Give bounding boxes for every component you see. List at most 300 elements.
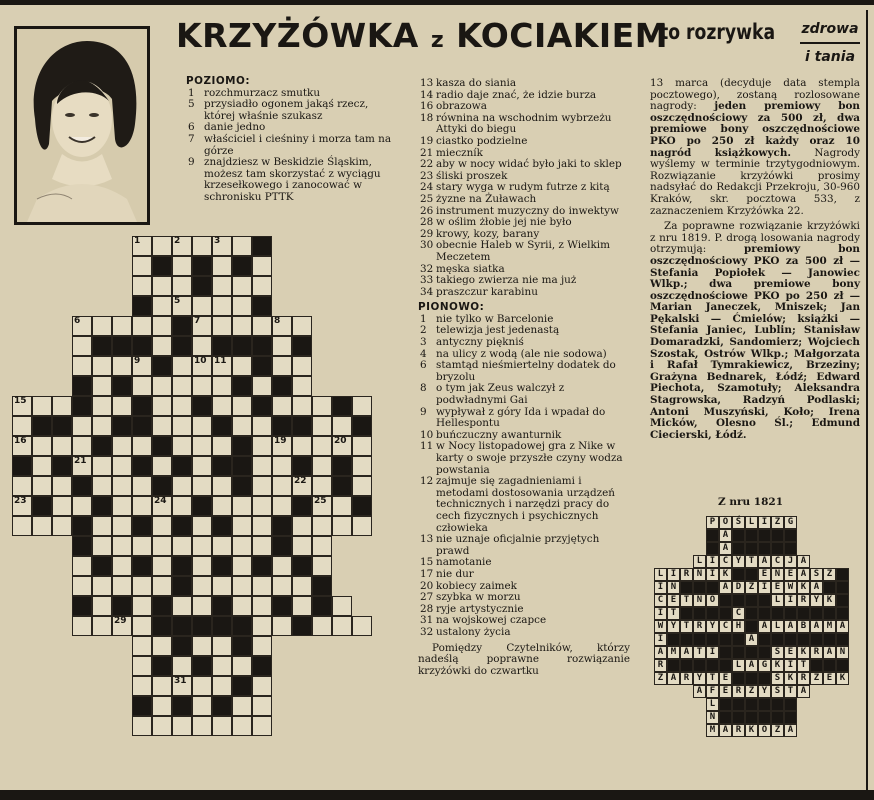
crossword-cell[interactable]	[212, 716, 232, 736]
crossword-cell[interactable]	[132, 596, 152, 616]
solution-cell: E	[771, 581, 784, 594]
crossword-cell[interactable]	[192, 516, 212, 536]
crossword-cell[interactable]	[332, 596, 352, 616]
solution-cell: Z	[654, 672, 667, 685]
crossword-cell[interactable]	[152, 376, 172, 396]
crossword-cell[interactable]	[192, 436, 212, 456]
black-cell	[272, 416, 292, 436]
crossword-cell[interactable]	[172, 676, 192, 696]
crossword-cell[interactable]	[332, 516, 352, 536]
black-cell	[312, 576, 332, 596]
crossword-cell[interactable]	[172, 496, 192, 516]
crossword-cell[interactable]	[352, 616, 372, 636]
crossword-cell[interactable]	[232, 316, 252, 336]
subtitle-tania: i tania	[804, 49, 856, 65]
crossword-cell[interactable]	[132, 376, 152, 396]
solution-cell: I	[706, 646, 719, 659]
crossword-cell[interactable]	[292, 596, 312, 616]
crossword-cell[interactable]	[212, 256, 232, 276]
crossword-cell[interactable]	[332, 616, 352, 636]
crossword-cell[interactable]	[132, 236, 152, 256]
crossword-cell[interactable]	[112, 556, 132, 576]
crossword-cell[interactable]	[212, 356, 232, 376]
crossword-cell[interactable]	[192, 236, 212, 256]
black-cell	[132, 696, 152, 716]
crossword-cell[interactable]	[272, 436, 292, 456]
solution-cell: F	[706, 685, 719, 698]
crossword-cell[interactable]	[52, 436, 72, 456]
crossword-cell[interactable]	[112, 396, 132, 416]
crossword-cell[interactable]	[192, 676, 212, 696]
crossword-cell[interactable]	[312, 456, 332, 476]
crossword-cell[interactable]	[92, 516, 112, 536]
prize-paragraph-1	[650, 78, 860, 217]
crossword-cell[interactable]	[152, 516, 172, 536]
crossword-cell[interactable]	[212, 276, 232, 296]
crossword-cell[interactable]	[292, 376, 312, 396]
crossword-cell[interactable]	[212, 496, 232, 516]
clue-item	[418, 240, 630, 263]
black-cell	[152, 596, 172, 616]
crossword-cell[interactable]	[132, 256, 152, 276]
crossword-cell[interactable]	[212, 576, 232, 596]
cell-number: 7	[194, 316, 201, 326]
crossword-cell[interactable]	[32, 436, 52, 456]
crossword-cell[interactable]	[52, 476, 72, 496]
clue-text: stary wyga w rudym futrze z kitą	[436, 181, 610, 194]
solution-cell: N	[836, 646, 849, 659]
crossword-cell[interactable]	[252, 696, 272, 716]
crossword-cell[interactable]	[172, 356, 192, 376]
crossword-cell[interactable]	[132, 576, 152, 596]
crossword-cell[interactable]	[272, 336, 292, 356]
crossword-cell[interactable]	[332, 416, 352, 436]
clue-item	[418, 476, 630, 534]
crossword-cell[interactable]	[332, 436, 352, 456]
crossword-cell[interactable]	[92, 316, 112, 336]
crossword-cell[interactable]	[192, 596, 212, 616]
solution-black-cell	[823, 581, 836, 594]
solution-cell: Y	[706, 620, 719, 633]
crossword-cell[interactable]	[72, 416, 92, 436]
crossword-cell[interactable]	[252, 276, 272, 296]
black-cell	[252, 236, 272, 256]
crossword-cell[interactable]	[272, 616, 292, 636]
black-cell	[332, 476, 352, 496]
crossword-cell[interactable]	[52, 496, 72, 516]
crossword-cell[interactable]	[232, 416, 252, 436]
crossword-cell[interactable]	[252, 496, 272, 516]
crossword-cell[interactable]	[192, 356, 212, 376]
crossword-cell[interactable]	[212, 436, 232, 456]
crossword-cell[interactable]	[92, 576, 112, 596]
crossword-cell[interactable]	[232, 556, 252, 576]
black-cell	[232, 336, 252, 356]
crossword-cell[interactable]	[272, 396, 292, 416]
crossword-cell[interactable]	[172, 536, 192, 556]
crossword-cell[interactable]	[252, 476, 272, 496]
clue-number: 28	[420, 216, 434, 229]
crossword-cell[interactable]	[212, 296, 232, 316]
crossword-cell[interactable]	[252, 376, 272, 396]
crossword-cell[interactable]	[232, 696, 252, 716]
crossword-cell[interactable]	[232, 536, 252, 556]
crossword-cell[interactable]	[332, 496, 352, 516]
crossword-cell[interactable]	[112, 476, 132, 496]
crossword-cell[interactable]	[132, 276, 152, 296]
solution-cell: R	[797, 672, 810, 685]
crossword-cell[interactable]	[272, 356, 292, 376]
crossword-cell[interactable]	[352, 396, 372, 416]
solution-black-cell	[784, 698, 797, 711]
crossword-cell[interactable]	[52, 396, 72, 416]
crossword-cell[interactable]	[312, 436, 332, 456]
crossword-cell[interactable]	[232, 516, 252, 536]
crossword-cell[interactable]	[92, 396, 112, 416]
crossword-cell[interactable]	[352, 456, 372, 476]
crossword-cell[interactable]	[252, 576, 272, 596]
solution-cell: C	[654, 594, 667, 607]
crossword-cell[interactable]	[72, 496, 92, 516]
crossword-cell[interactable]	[132, 676, 152, 696]
crossword-cell[interactable]	[192, 476, 212, 496]
crossword-cell[interactable]	[312, 516, 332, 536]
black-cell	[252, 556, 272, 576]
clue-number: 1	[420, 312, 427, 325]
crossword-cell[interactable]	[252, 636, 272, 656]
solution-cell: A	[758, 555, 771, 568]
crossword-cell[interactable]	[152, 676, 172, 696]
solution-cell: N	[771, 568, 784, 581]
clue-text: nie tylko w Barcelonie	[436, 312, 554, 325]
crossword-cell[interactable]	[252, 716, 272, 736]
crossword-cell[interactable]	[212, 236, 232, 256]
crossword-cell[interactable]	[152, 556, 172, 576]
crossword-cell[interactable]	[252, 596, 272, 616]
crossword-cell[interactable]	[292, 356, 312, 376]
crossword-cell[interactable]	[112, 456, 132, 476]
crossword-cell[interactable]	[152, 416, 172, 436]
crossword-cell[interactable]	[252, 416, 272, 436]
crossword-cell[interactable]	[172, 376, 192, 396]
crossword-cell[interactable]	[72, 456, 92, 476]
crossword-cell[interactable]	[172, 656, 192, 676]
black-cell	[252, 656, 272, 676]
crossword-cell[interactable]	[272, 556, 292, 576]
crossword-cell[interactable]	[232, 276, 252, 296]
crossword-cell[interactable]	[292, 536, 312, 556]
black-cell	[112, 596, 132, 616]
crossword-cell[interactable]	[72, 436, 92, 456]
crossword-cell[interactable]	[132, 656, 152, 676]
black-cell	[272, 536, 292, 556]
crossword-cell[interactable]	[232, 716, 252, 736]
solution-black-cell	[836, 659, 849, 672]
crossword-cell[interactable]	[192, 576, 212, 596]
crossword-cell[interactable]	[252, 676, 272, 696]
solution-cell: N	[693, 568, 706, 581]
subtitle-rozrywka: to rozrywka	[660, 20, 776, 44]
solution-black-cell	[758, 633, 771, 646]
solution-black-cell	[732, 529, 745, 542]
solution-black-cell	[745, 672, 758, 685]
crossword-cell[interactable]	[152, 336, 172, 356]
crossword-cell[interactable]	[352, 516, 372, 536]
crossword-cell[interactable]	[132, 716, 152, 736]
crossword-cell[interactable]	[172, 396, 192, 416]
crossword-cell[interactable]	[192, 416, 212, 436]
crossword-cell[interactable]	[92, 376, 112, 396]
solution-black-cell	[680, 633, 693, 646]
black-cell	[92, 336, 112, 356]
solution-black-cell	[771, 542, 784, 555]
crossword-cell[interactable]	[252, 256, 272, 276]
solution-cell: P	[706, 516, 719, 529]
crossword-cell[interactable]	[312, 616, 332, 636]
solution-black-cell	[745, 711, 758, 724]
solution-black-cell	[719, 646, 732, 659]
crossword-cell[interactable]	[352, 476, 372, 496]
clue-number: 6	[420, 359, 427, 372]
crossword-cell[interactable]	[152, 236, 172, 256]
crossword-cell[interactable]	[312, 396, 332, 416]
crossword-cell[interactable]	[252, 536, 272, 556]
crossword-cell[interactable]	[272, 456, 292, 476]
crossword-cell[interactable]	[272, 496, 292, 516]
crossword-cell[interactable]	[132, 316, 152, 336]
clue-text: szybka w morzu	[436, 591, 521, 604]
poziomo-clues-b	[418, 78, 630, 298]
crossword-cell[interactable]	[132, 476, 152, 496]
crossword-cell[interactable]	[212, 376, 232, 396]
crossword-cell[interactable]	[72, 316, 92, 336]
crossword-cell[interactable]	[212, 676, 232, 696]
crossword-cell[interactable]	[192, 296, 212, 316]
crossword-cell[interactable]	[152, 576, 172, 596]
clue-text: kobiecy zaimek	[436, 579, 517, 592]
crossword-cell[interactable]	[292, 396, 312, 416]
crossword-cell[interactable]	[312, 416, 332, 436]
solution-black-cell	[836, 607, 849, 620]
crossword-cell[interactable]	[192, 696, 212, 716]
crossword-cell[interactable]	[132, 436, 152, 456]
crossword-cell[interactable]	[252, 316, 272, 336]
crossword-cell[interactable]	[212, 636, 232, 656]
crossword-cell[interactable]	[12, 516, 32, 536]
black-cell	[232, 456, 252, 476]
crossword-cell[interactable]	[232, 596, 252, 616]
black-cell	[212, 696, 232, 716]
black-cell	[152, 476, 172, 496]
solution-cell: O	[719, 516, 732, 529]
crossword-cell[interactable]	[92, 456, 112, 476]
solution-black-cell	[836, 568, 849, 581]
crossword-cell[interactable]	[192, 376, 212, 396]
black-cell	[172, 456, 192, 476]
crossword-cell[interactable]	[92, 476, 112, 496]
crossword-cell[interactable]	[152, 456, 172, 476]
crossword-cell[interactable]	[32, 396, 52, 416]
crossword-cell[interactable]	[152, 716, 172, 736]
crossword-cell[interactable]	[192, 636, 212, 656]
crossword-cell[interactable]	[312, 476, 332, 496]
crossword-cell[interactable]	[252, 516, 272, 536]
crossword-cell[interactable]	[172, 276, 192, 296]
crossword-cell[interactable]	[312, 536, 332, 556]
crossword-cell[interactable]	[232, 496, 252, 516]
crossword-cell[interactable]	[72, 336, 92, 356]
crossword-cell[interactable]	[152, 496, 172, 516]
crossword-cell[interactable]	[112, 576, 132, 596]
clue-text: praszczur karabinu	[436, 285, 538, 298]
crossword-cell[interactable]	[292, 576, 312, 596]
solution-cell: I	[654, 581, 667, 594]
crossword-cell[interactable]	[112, 436, 132, 456]
black-cell	[132, 336, 152, 356]
solution-cell: T	[784, 685, 797, 698]
crossword-cell[interactable]	[352, 436, 372, 456]
crossword-cell[interactable]	[132, 536, 152, 556]
crossword-cell[interactable]	[212, 476, 232, 496]
crossword-cell[interactable]	[232, 236, 252, 256]
solution-black-cell	[693, 607, 706, 620]
crossword-cell[interactable]	[132, 616, 152, 636]
crossword-cell[interactable]	[212, 396, 232, 416]
crossword-cell[interactable]	[172, 416, 192, 436]
solution-cell: G	[784, 516, 797, 529]
clue-number: 29	[420, 227, 434, 240]
crossword-cell[interactable]	[92, 536, 112, 556]
crossword-cell[interactable]	[72, 616, 92, 636]
crossword-cell[interactable]	[172, 596, 192, 616]
crossword-cell[interactable]	[212, 656, 232, 676]
crossword-cell[interactable]	[32, 476, 52, 496]
crossword-cell[interactable]	[192, 336, 212, 356]
crossword-cell[interactable]	[172, 296, 192, 316]
cell-number: 19	[274, 436, 287, 446]
black-cell	[192, 276, 212, 296]
solution-cell: H	[732, 620, 745, 633]
crossword-cell[interactable]	[252, 456, 272, 476]
crossword-cell[interactable]	[112, 316, 132, 336]
clue-text: nie dur	[436, 567, 474, 580]
crossword-cell[interactable]	[112, 516, 132, 536]
crossword-cell[interactable]	[172, 256, 192, 276]
crossword-cell[interactable]	[32, 456, 52, 476]
crossword-cell[interactable]	[52, 516, 72, 536]
crossword-cell[interactable]	[12, 476, 32, 496]
crossword-cell[interactable]	[92, 616, 112, 636]
crossword-cell[interactable]	[72, 576, 92, 596]
solution-black-cell	[758, 672, 771, 685]
solution-black-cell	[719, 633, 732, 646]
crossword-cell[interactable]	[272, 576, 292, 596]
crossword-cell[interactable]	[192, 316, 212, 336]
crossword-cell[interactable]	[152, 276, 172, 296]
clue-number: 34	[420, 285, 434, 298]
crossword-cell[interactable]	[152, 296, 172, 316]
crossword-cell[interactable]	[132, 356, 152, 376]
solution-black-cell	[732, 711, 745, 724]
crossword-cell[interactable]	[172, 436, 192, 456]
crossword-cell[interactable]	[232, 296, 252, 316]
crossword-cell[interactable]	[292, 316, 312, 336]
crossword-cell[interactable]	[232, 356, 252, 376]
crossword-cell[interactable]	[72, 556, 92, 576]
crossword-cell[interactable]	[252, 436, 272, 456]
crossword-cell[interactable]	[112, 616, 132, 636]
solution-cell: I	[784, 659, 797, 672]
clue-text: znajdziesz w Beskidzie Śląskim, możesz tam skorzystać z wyciągu krzesełkowego i zanocować w schronisku PTTK	[204, 156, 381, 203]
crossword-cell[interactable]	[12, 396, 32, 416]
crossword-cell[interactable]	[292, 436, 312, 456]
solution-cell: N	[693, 594, 706, 607]
crossword-cell[interactable]	[252, 616, 272, 636]
crossword-cell[interactable]	[12, 436, 32, 456]
crossword-cell[interactable]	[132, 496, 152, 516]
solution-cell: A	[719, 529, 732, 542]
solution-cell: I	[654, 633, 667, 646]
crossword-cell[interactable]	[152, 316, 172, 336]
solution-black-cell	[758, 646, 771, 659]
crossword-cell[interactable]	[232, 656, 252, 676]
solution-black-cell	[758, 594, 771, 607]
crossword-cell[interactable]	[12, 416, 32, 436]
crossword-cell[interactable]	[192, 716, 212, 736]
crossword-cell[interactable]	[152, 536, 172, 556]
black-cell	[272, 516, 292, 536]
right-rule	[866, 10, 868, 790]
crossword-cell[interactable]	[292, 516, 312, 536]
crossword-cell[interactable]	[172, 236, 192, 256]
crossword-cell[interactable]	[112, 496, 132, 516]
crossword-cell[interactable]	[192, 456, 212, 476]
crossword-cell[interactable]	[92, 596, 112, 616]
crossword-cell[interactable]	[312, 556, 332, 576]
black-cell	[232, 676, 252, 696]
crossword-cell[interactable]	[312, 496, 332, 516]
crossword-cell[interactable]	[172, 476, 192, 496]
crossword-cell[interactable]	[192, 536, 212, 556]
solution-black-cell	[680, 607, 693, 620]
crossword-cell[interactable]	[32, 516, 52, 536]
solution-cell: A	[719, 724, 732, 737]
crossword-cell[interactable]	[132, 636, 152, 656]
crossword-cell[interactable]	[212, 316, 232, 336]
solution-cell: A	[693, 685, 706, 698]
crossword-cell[interactable]	[152, 696, 172, 716]
crossword-cell[interactable]	[192, 556, 212, 576]
crossword-cell[interactable]	[12, 496, 32, 516]
crossword-cell[interactable]	[272, 476, 292, 496]
crossword-cell[interactable]	[112, 356, 132, 376]
crossword-cell[interactable]	[152, 396, 172, 416]
crossword-cell[interactable]	[112, 536, 132, 556]
crossword-cell[interactable]	[152, 636, 172, 656]
crossword-cell[interactable]	[92, 356, 112, 376]
cell-number: 11	[214, 356, 227, 366]
crossword-cell[interactable]	[272, 316, 292, 336]
solution-cell: I	[654, 607, 667, 620]
crossword-cell[interactable]	[92, 416, 112, 436]
crossword-cell[interactable]	[212, 536, 232, 556]
crossword-cell[interactable]	[172, 716, 192, 736]
crossword-cell[interactable]	[232, 396, 252, 416]
crossword-cell[interactable]	[72, 356, 92, 376]
crossword-cell[interactable]	[292, 476, 312, 496]
clue-number: 30	[420, 239, 434, 252]
crossword-cell[interactable]	[232, 576, 252, 596]
